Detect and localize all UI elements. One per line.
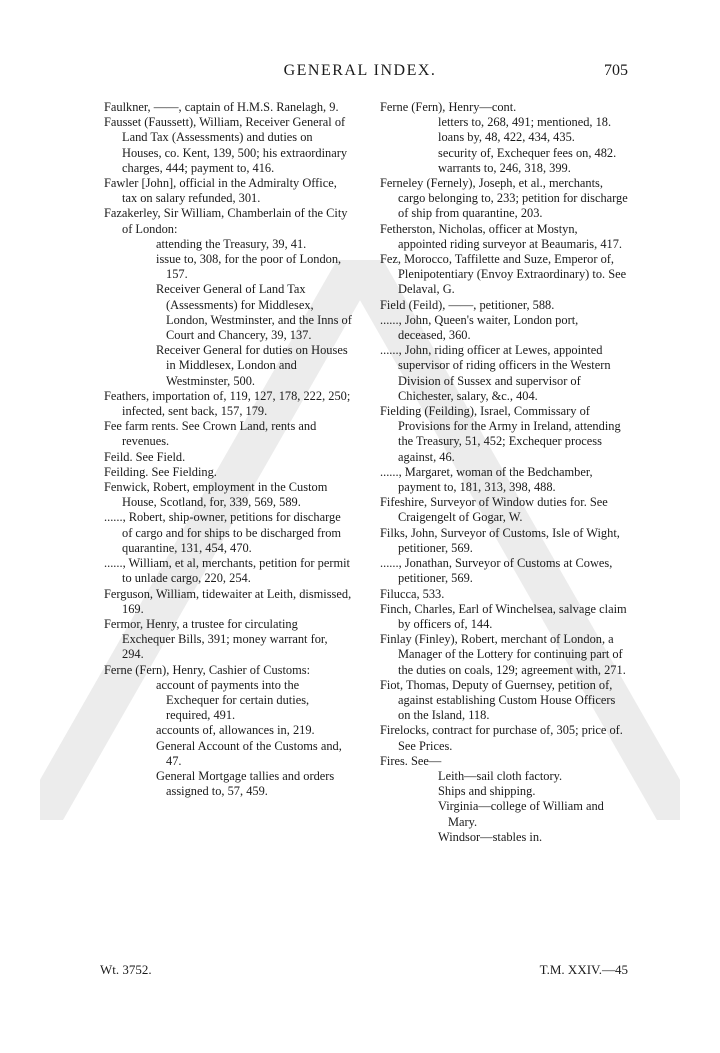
index-subentry: Leith—sail cloth factory. — [438, 768, 563, 783]
index-subentry: account of payments into the Exchequer for certain duties, required, 491. — [156, 677, 310, 723]
index-entry: Fausset (Faussett), William, Receiver General of Land Tax (Assessments) and duties on Houses, co. Kent, 139, 500; his extraordinary charges, 444; payment to, 416. — [104, 115, 348, 175]
index-column-right — [380, 100, 628, 845]
index-subentry: warrants to, 246, 318, 399. — [438, 160, 571, 175]
index-entry: Fielding (Feilding), Israel, Commissary of Provisions for the Army in Ireland, attending the Treasury, 51, 452; Exchequer process against, 46. — [380, 404, 621, 464]
footer-print-mark: Wt. 3752. — [100, 962, 152, 977]
index-entry: Ferneley (Fernely), Joseph, et al., merchants, cargo belonging to, 233; petition for discharge of ship from quarantine, 203. — [380, 176, 628, 221]
index-subentry: Virginia—college of William and Mary. — [438, 799, 604, 829]
index-subentry: security of, Exchequer fees on, 482. — [438, 145, 617, 160]
index-entry: Finlay (Finley), Robert, merchant of London, a Manager of the Lottery for continuing part of the duties on coals, 129; agreement with, 271. — [380, 632, 626, 677]
index-entry: Ferguson, William, tidewaiter at Leith, dismissed, 169. — [104, 586, 352, 616]
index-entry: Feathers, importation of, 119, 127, 178, 222, 250; infected, sent back, 157, 179. — [104, 388, 351, 419]
index-subentry: loans by, 48, 422, 434, 435. — [438, 130, 575, 145]
index-subentry: accounts of, allowances in, 219. — [156, 723, 315, 738]
index-entry: Firelocks, contract for purchase of, 305; price of. See Prices. — [380, 723, 623, 753]
index-entry: Fawler [John], official in the Admiralty Office, tax on salary refunded, 301. — [104, 176, 337, 206]
index-subentry: Receiver General for duties on Houses in Middlesex, London and Westminster, 500. — [156, 343, 348, 388]
index-entry: ......, Jonathan, Surveyor of Customs at Cowes, petitioner, 569. — [380, 556, 613, 586]
index-subentry: letters to, 268, 491; mentioned, 18. — [438, 115, 612, 130]
index-subentry: attending the Treasury, 39, 41. — [156, 236, 307, 251]
index-entry: ......, John, riding officer at Lewes, appointed supervisor of riding officers in the Western Division of Sussex and supervisor of Chichester, salary, &c., 404. — [380, 343, 611, 403]
page-title: GENERAL INDEX. — [283, 62, 437, 79]
index-entry: Ferne (Fern), Henry—cont. — [380, 100, 517, 114]
page-number: 705 — [604, 62, 628, 79]
index-entry: Field (Feild), ——, petitioner, 588. — [380, 297, 555, 312]
index-entry: Finch, Charles, Earl of Winchelsea, salvage claim by officers of, 144. — [380, 601, 627, 631]
index-entry: Fires. See— — [380, 753, 442, 768]
index-subentry: General Mortgage tallies and orders assigned to, 57, 459. — [156, 768, 335, 799]
page-footer — [100, 962, 628, 982]
index-entry: Fenwick, Robert, employment in the Custom House, Scotland, for, 339, 569, 589. — [104, 480, 328, 510]
index-entry: Filks, John, Surveyor of Customs, Isle of Wight, petitioner, 569. — [380, 525, 620, 555]
index-entry: ......, William, et al, merchants, petition for permit to unlade cargo, 220, 254. — [104, 556, 350, 586]
footer-volume-mark: T.M. XXIV.—45 — [539, 962, 628, 977]
page-header — [100, 62, 628, 86]
index-entry: ......, Robert, ship-owner, petitions for discharge of cargo and for ships to be discharged from quarantine, 131, 454, 470. — [104, 510, 342, 555]
index-subentry: Windsor—stables in. — [438, 829, 543, 844]
index-entry: Feild. See Field. — [104, 449, 186, 464]
index-entry: Fee farm rents. See Crown Land, rents and revenues. — [104, 419, 317, 449]
index-entry: Filucca, 533. — [380, 586, 445, 601]
index-entry: Fermor, Henry, a trustee for circulating Exchequer Bills, 391; money warrant for, 294. — [104, 616, 328, 662]
index-entry: Ferne (Fern), Henry, Cashier of Customs: — [104, 662, 311, 677]
index-entry: Fez, Morocco, Taffilette and Suze, Emperor of, Plenipotentiary (Envoy Extraordinary) to. See Delaval, G. — [380, 252, 627, 297]
index-entry: Fiot, Thomas, Deputy of Guernsey, petition of, against establishing Custom House Officers on the Island, 118. — [380, 677, 616, 723]
index-entry: Fazakerley, Sir William, Chamberlain of the City of London: — [104, 206, 348, 236]
index-subentry: Ships and shipping. — [438, 784, 536, 799]
index-entry: Fetherston, Nicholas, officer at Mostyn, appointed riding surveyor at Beaumaris, 417. — [380, 221, 623, 251]
index-entry: Faulkner, ——, captain of H.M.S. Ranelagh, 9. — [104, 100, 339, 114]
index-subentry: General Account of the Customs and, 47. — [156, 738, 342, 768]
index-entry: Fifeshire, Surveyor of Window duties for. See Craigengelt of Gogar, W. — [380, 495, 608, 525]
index-entry: ......, John, Queen's waiter, London port, deceased, 360. — [380, 312, 579, 343]
index-entry: ......, Margaret, woman of the Bedchamber, payment to, 181, 313, 398, 488. — [380, 464, 593, 495]
index-subentry: Receiver General of Land Tax (Assessments) for Middlesex, London, Westminster, and the Inns of Court and Chancery, 39, 137. — [156, 282, 352, 343]
index-column-left — [104, 100, 352, 799]
index-entry: Feilding. See Fielding. — [104, 464, 217, 479]
index-subentry: issue to, 308, for the poor of London, 157. — [156, 252, 342, 282]
